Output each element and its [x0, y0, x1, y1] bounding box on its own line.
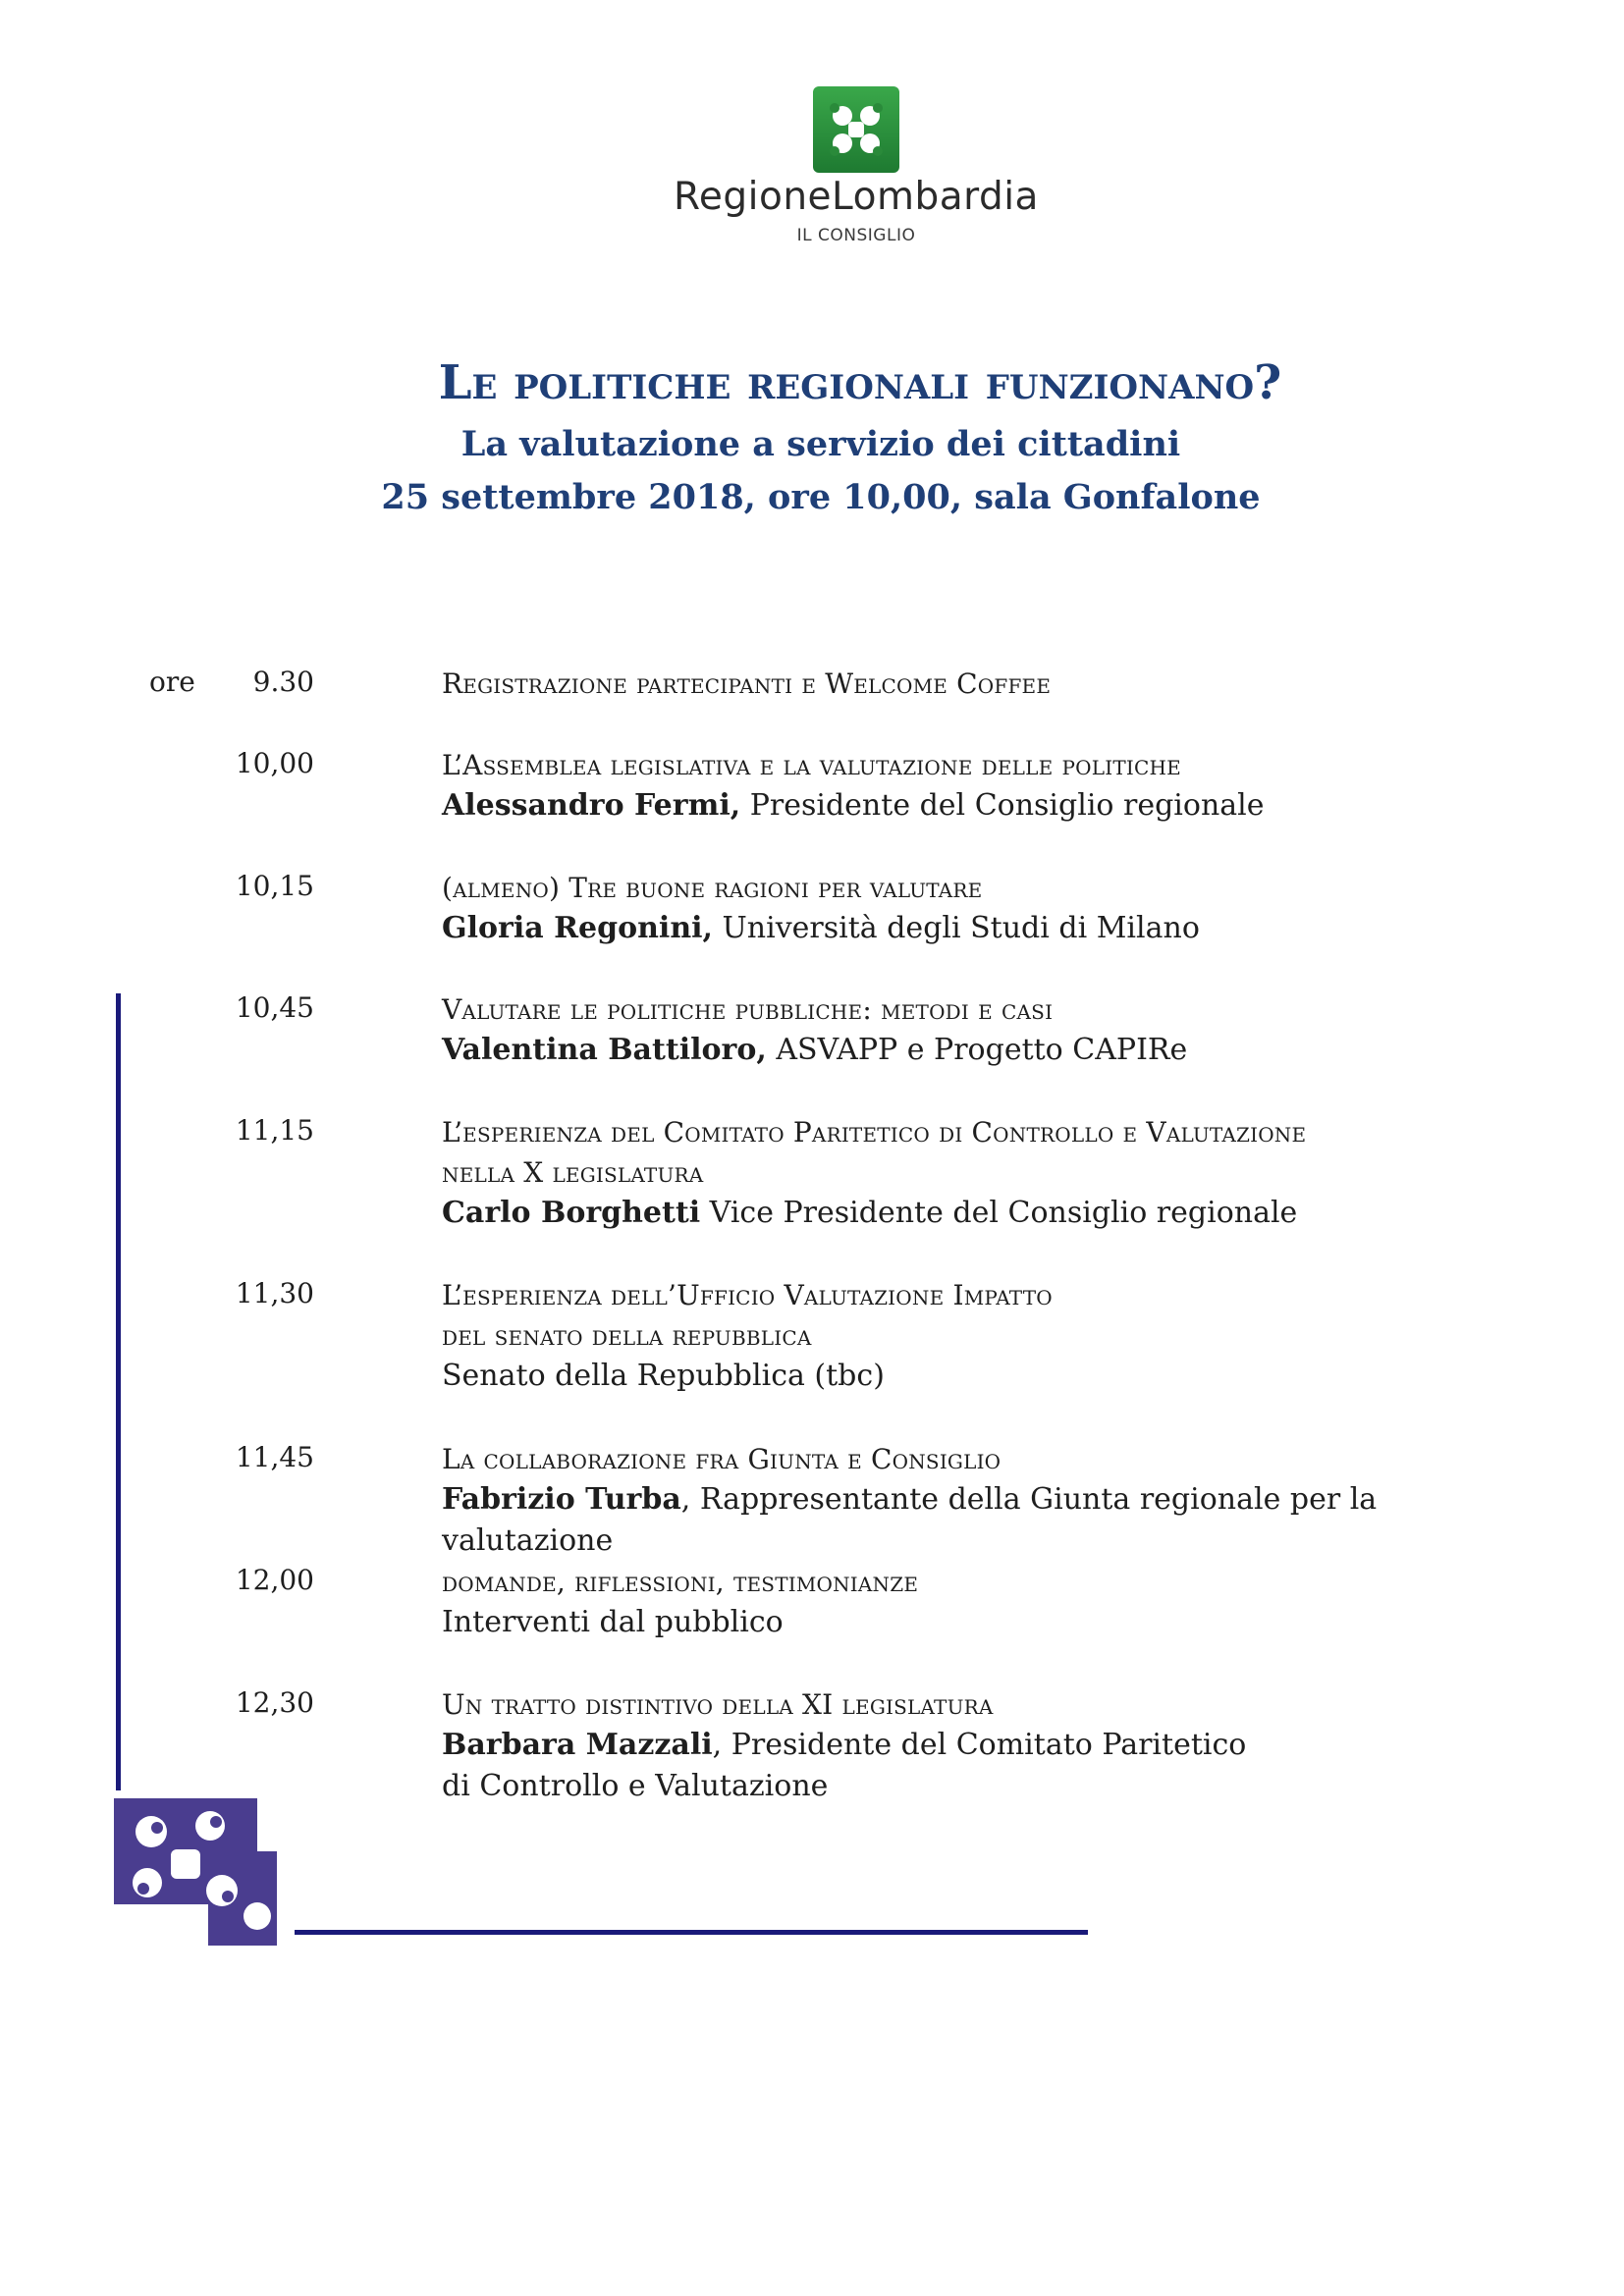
agenda-time: 11,45	[235, 1441, 314, 1473]
page-title: Le politiche regionali funzionano?	[438, 355, 1282, 410]
agenda-time: 9.30	[252, 666, 314, 698]
agenda-topic: L’esperienza dell’Ufficio Valutazione Impatto	[442, 1279, 1053, 1311]
ore-label: ore	[149, 666, 195, 698]
rosa-camuna-puzzle-icon	[114, 1798, 277, 1949]
speaker-role: , Presidente del Comitato Paritetico	[712, 1728, 1247, 1762]
agenda-time: 10,00	[235, 747, 314, 779]
agenda-time: 12,00	[235, 1564, 314, 1596]
agenda-time: 11,30	[235, 1277, 314, 1309]
agenda-topic: domande, riflessioni, testimonianze	[442, 1566, 919, 1598]
logo-subtitle: IL CONSIGLIO	[796, 226, 916, 245]
speaker-name: Fabrizio Turba	[442, 1482, 681, 1517]
agenda-topic: Valutare le politiche pubbliche: metodi e casi	[442, 993, 1054, 1026]
logo-name: RegioneLombardia	[674, 175, 1039, 219]
agenda-topic: Registrazione partecipanti e Welcome Coffee	[442, 667, 1052, 700]
speaker-name: Valentina Battiloro,	[442, 1033, 767, 1067]
speaker-role: Interventi dal pubblico	[442, 1605, 784, 1639]
agenda-topic: nella X legislatura	[442, 1156, 704, 1189]
decorative-horizontal-line	[295, 1930, 1088, 1935]
agenda-item	[442, 989, 1483, 1071]
decorative-vertical-line	[116, 993, 121, 1790]
agenda-item	[442, 1684, 1483, 1807]
speaker-name: Gloria Regonini,	[442, 911, 713, 945]
agenda-speaker	[442, 1479, 1483, 1562]
agenda-speaker	[442, 908, 1483, 949]
speaker-role: Senato della Repubblica (tbc)	[442, 1359, 885, 1393]
agenda-time: 12,30	[235, 1686, 314, 1719]
agenda-speaker	[442, 1356, 1483, 1397]
agenda-speaker	[442, 1725, 1483, 1766]
agenda-item	[442, 1112, 1483, 1234]
speaker-name: Barbara Mazzali	[442, 1728, 713, 1762]
speaker-name: Carlo Borghetti	[442, 1196, 701, 1230]
agenda-topic: del senato della repubblica	[442, 1319, 812, 1352]
agenda-speaker	[442, 1193, 1483, 1234]
agenda-item	[442, 1275, 1483, 1397]
agenda-speaker	[442, 1602, 1483, 1643]
agenda-item	[442, 868, 1483, 949]
agenda-speaker	[442, 785, 1483, 827]
speaker-role: ASVAPP e Progetto CAPIRe	[766, 1033, 1188, 1067]
agenda-time: 10,45	[235, 991, 314, 1024]
event-date-line: 25 settembre 2018, ore 10,00, sala Gonfalone	[381, 477, 1261, 517]
agenda-topic: Un tratto distintivo della XI legislatura	[442, 1688, 994, 1721]
agenda-speaker-extra: di Controllo e Valutazione	[442, 1769, 829, 1803]
speaker-role: Vice Presidente del Consiglio regionale	[700, 1196, 1298, 1230]
agenda-item	[442, 664, 1483, 704]
agenda-topic: L’Assemblea legislativa e la valutazione delle politiche	[442, 749, 1181, 781]
agenda-topic: (almeno) Tre buone ragioni per valutare	[442, 872, 983, 904]
agenda-topic: La collaborazione fra Giunta e Consiglio	[442, 1443, 1001, 1475]
rosa-camuna-logo-icon	[813, 86, 899, 173]
agenda-item	[442, 1562, 1483, 1643]
speaker-role: Università degli Studi di Milano	[712, 911, 1200, 945]
agenda-item	[442, 1439, 1483, 1562]
agenda-speaker	[442, 1030, 1483, 1071]
agenda-time: 10,15	[235, 870, 314, 902]
speaker-name: Alessandro Fermi,	[442, 788, 741, 823]
page-subtitle: La valutazione a servizio dei cittadini	[460, 424, 1181, 464]
agenda-time: 11,15	[235, 1114, 314, 1147]
agenda-item	[442, 745, 1483, 827]
speaker-role: , Rappresentante della Giunta regionale per la valutazione	[442, 1482, 1378, 1558]
agenda-topic: L’esperienza del Comitato Paritetico di Controllo e Valutazione	[442, 1116, 1307, 1148]
speaker-role: Presidente del Consiglio regionale	[740, 788, 1265, 823]
